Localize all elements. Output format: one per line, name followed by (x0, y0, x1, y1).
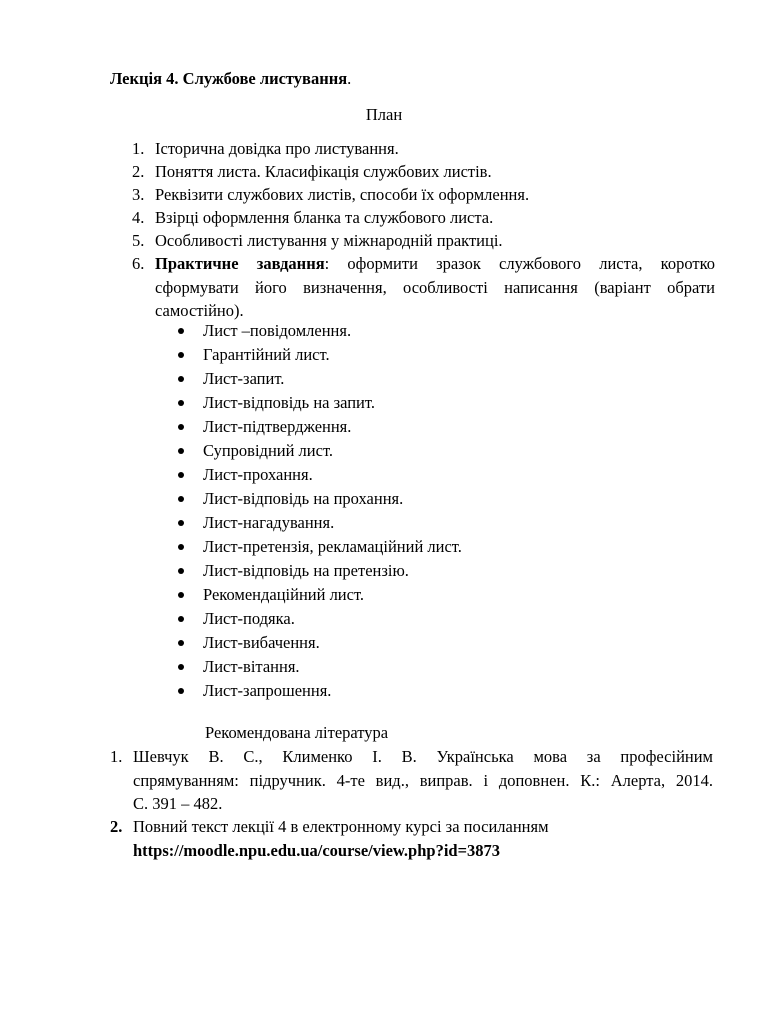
bullet-text: Рекомендаційний лист. (203, 585, 365, 604)
bullet-icon (178, 352, 184, 358)
bullet-text: Лист –повідомлення. (203, 321, 352, 340)
literature-item-text (133, 815, 713, 862)
bullet-text: Лист-вибачення. (203, 633, 320, 652)
bullet-text: Лист-подяка. (203, 609, 295, 628)
plan-item-number: 1. (132, 139, 145, 158)
bullet-icon (178, 376, 184, 382)
plan-heading: План (365, 105, 403, 124)
lecture-title (110, 68, 351, 90)
bullet-text: Лист-підтвердження. (203, 417, 352, 436)
bullet-text: Лист-вітання. (203, 657, 300, 676)
bullet-icon (178, 664, 184, 670)
literature-item-text (133, 745, 713, 816)
bullet-text: Лист-відповідь на прохання. (203, 489, 404, 508)
bullet-icon (178, 400, 184, 406)
literature-line: спрямуванням: підручник. 4-те вид., виправ. і доповнен. К.: Алерта, 2014. (133, 770, 713, 790)
literature-item-number: 1. (110, 747, 123, 766)
plan-item-number: 6. (132, 254, 145, 273)
bullet-text: Лист-претензія, рекламаційний лист. (203, 537, 462, 556)
task-text (155, 252, 715, 323)
bullet-icon (178, 520, 184, 526)
bullet-text: Лист-відповідь на запит. (203, 393, 375, 412)
bullet-icon (178, 328, 184, 334)
plan-item-number: 2. (132, 162, 145, 181)
plan-item-number: 5. (132, 231, 145, 250)
course-link[interactable]: https://moodle.npu.edu.ua/course/view.php?id=3873 (133, 840, 500, 860)
bullet-icon (178, 592, 184, 598)
literature-line: Повний текст лекції 4 в електронному курсі за посиланням (133, 817, 549, 836)
bullet-icon (178, 688, 184, 694)
bullet-text: Лист-нагадування. (203, 513, 335, 532)
plan-item-text: Особливості листування у міжнародній практиці. (155, 231, 503, 250)
task-line-1 (155, 252, 715, 276)
bullet-icon (178, 424, 184, 430)
task-line-3: самостійно). (155, 301, 244, 320)
task-line-2: сформувати його визначення, особливості написання (варіант обрати (155, 277, 715, 297)
plan-item-number: 4. (132, 208, 145, 227)
bullet-text: Супровідний лист. (203, 441, 334, 460)
bullet-icon (178, 544, 184, 550)
bullet-icon (178, 640, 184, 646)
lecture-title-bold: Лекція 4. Службове листування (110, 69, 348, 88)
literature-item-number: 2. (110, 817, 123, 836)
task-label: Практичне завдання (155, 254, 325, 273)
bullet-text: Лист-відповідь на претензію. (203, 561, 409, 580)
lecture-title-period: . (347, 69, 352, 88)
literature-line: С. 391 – 482. (133, 794, 223, 813)
bullet-text: Лист-запрошення. (203, 681, 332, 700)
bullet-icon (178, 616, 184, 622)
bullet-text: Гарантійний лист. (203, 345, 330, 364)
plan-item-number: 3. (132, 185, 145, 204)
bullet-icon (178, 568, 184, 574)
bullet-icon (178, 472, 184, 478)
plan-item-text: Реквізити службових листів, способи їх оформлення. (155, 185, 530, 204)
bullet-icon (178, 496, 184, 502)
bullet-icon (178, 448, 184, 454)
plan-item-text: Взірці оформлення бланка та службового листа. (155, 208, 494, 227)
plan-item-text: Поняття листа. Класифікація службових листів. (155, 162, 492, 181)
bullet-text: Лист-запит. (203, 369, 285, 388)
bullet-text: Лист-прохання. (203, 465, 313, 484)
task-line-1-rest: : оформити зразок службового листа, коротко (324, 254, 715, 273)
plan-item-text: Історична довідка про листування. (155, 139, 399, 158)
literature-line: Шевчук В. С., Клименко І. В. Українська мова за професійним (133, 747, 713, 766)
literature-heading: Рекомендована література (205, 723, 389, 742)
